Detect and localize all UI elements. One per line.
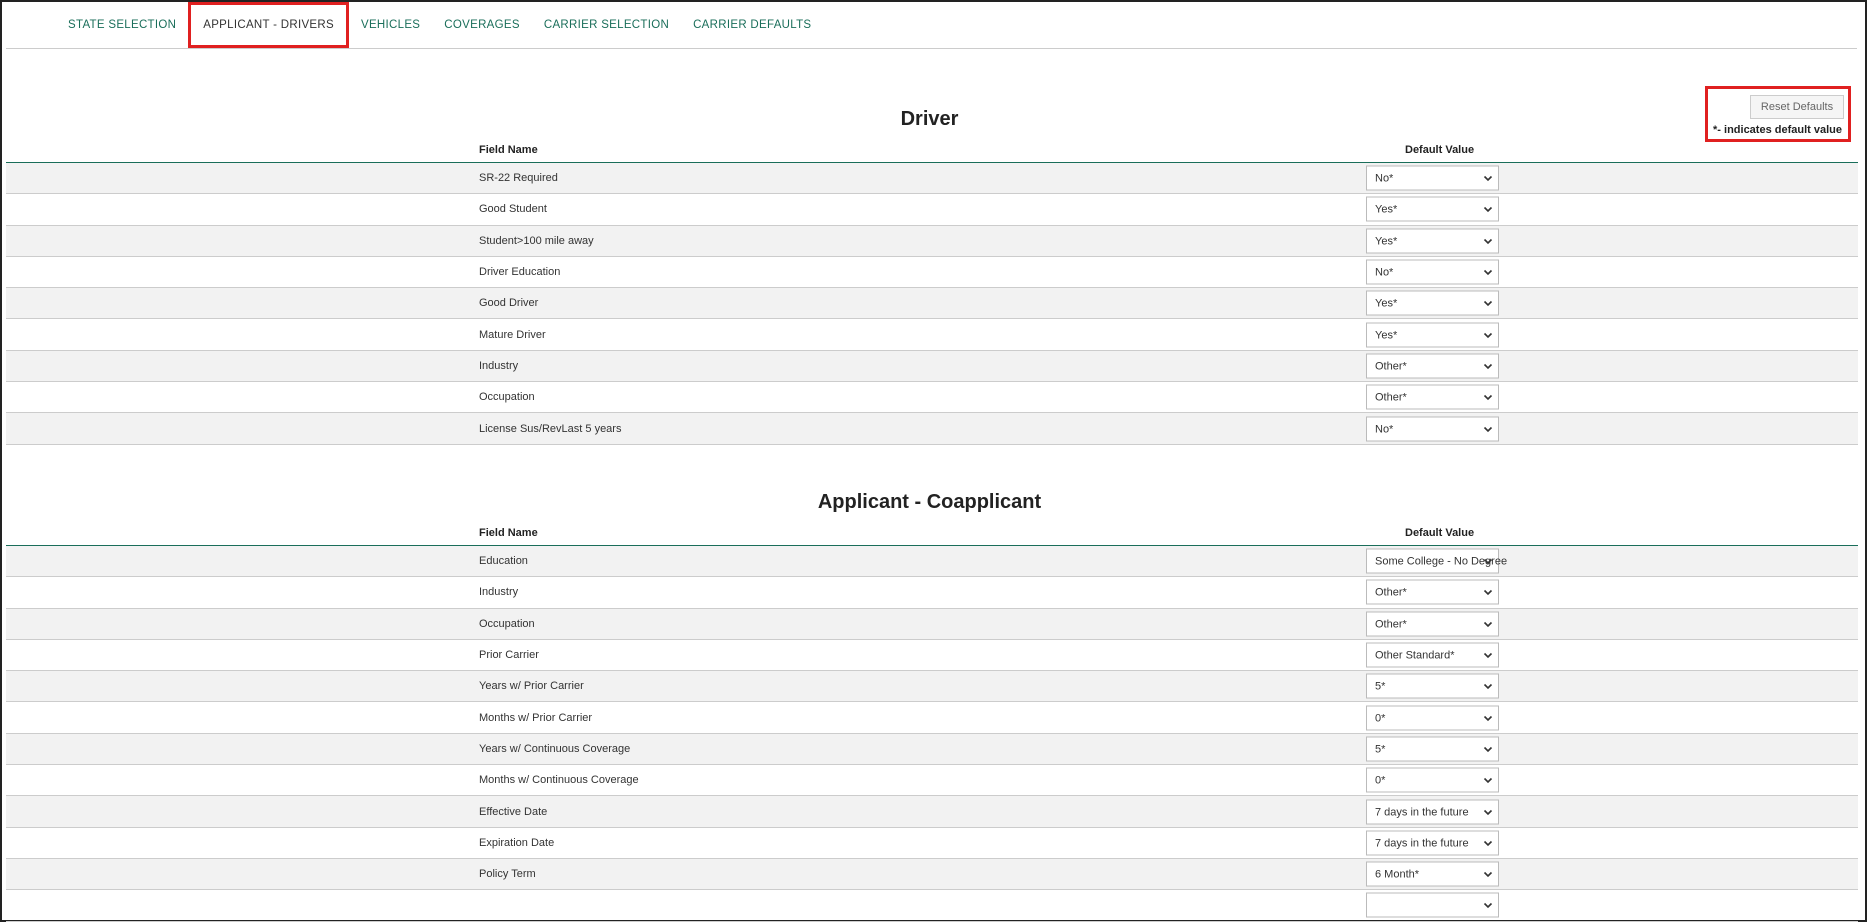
selected-value: No*	[1375, 172, 1394, 185]
tab-carrier-defaults[interactable]: CARRIER DEFAULTS	[693, 19, 812, 31]
tab-bar	[6, 2, 1857, 49]
field-name: Effective Date	[479, 805, 548, 818]
selected-value: Some College - No Degree	[1375, 555, 1508, 568]
selected-value: Other Standard*	[1375, 649, 1455, 662]
selected-value: 5*	[1375, 680, 1386, 693]
field-name: Prior Carrier	[479, 649, 539, 662]
driver-rows	[6, 163, 1858, 445]
chevron-down-icon	[1483, 744, 1493, 754]
applicant-rows	[6, 546, 1858, 922]
selected-value: Yes*	[1375, 329, 1398, 342]
field-name: Occupation	[479, 617, 535, 630]
selected-value: No*	[1375, 423, 1394, 436]
chevron-down-icon	[1483, 268, 1493, 278]
selected-value: 0*	[1375, 774, 1386, 787]
default-value-select[interactable]	[1366, 580, 1499, 605]
default-value-select[interactable]	[1366, 862, 1499, 887]
chevron-down-icon	[1483, 174, 1493, 184]
chevron-down-icon	[1483, 588, 1493, 598]
chevron-down-icon	[1483, 901, 1493, 911]
selected-value: Other*	[1375, 360, 1407, 373]
default-value-select[interactable]	[1366, 385, 1499, 410]
tab-coverages[interactable]: COVERAGES	[444, 19, 520, 31]
table-row	[6, 194, 1858, 225]
default-value-select[interactable]	[1366, 893, 1499, 918]
default-value-select[interactable]	[1366, 260, 1499, 285]
default-value-select[interactable]	[1366, 549, 1508, 574]
selected-value: Other*	[1375, 391, 1407, 404]
selected-value: Yes*	[1375, 297, 1398, 310]
table-row	[6, 577, 1858, 608]
default-value-select[interactable]	[1366, 322, 1499, 347]
chevron-down-icon	[1483, 424, 1493, 434]
default-value-select[interactable]	[1366, 353, 1499, 378]
table-row	[6, 546, 1858, 577]
table-row	[6, 890, 1858, 921]
tab-carrier-selection[interactable]: CARRIER SELECTION	[543, 19, 670, 31]
field-name: Months w/ Continuous Coverage	[479, 774, 639, 787]
table-row	[6, 609, 1858, 640]
selected-value: 0*	[1375, 712, 1386, 725]
applicant-section-title: Applicant - Coapplicant	[817, 491, 1042, 513]
field-name: Good Driver	[479, 297, 539, 310]
table-row	[6, 382, 1858, 413]
field-name: Driver Education	[479, 266, 561, 279]
selected-value: Other*	[1375, 586, 1407, 599]
field-name: Years w/ Continuous Coverage	[479, 742, 631, 755]
chevron-down-icon	[1483, 776, 1493, 786]
table-row	[6, 288, 1858, 319]
default-value-select[interactable]	[1366, 643, 1499, 668]
field-name: Years w/ Prior Carrier	[479, 680, 584, 693]
chevron-down-icon	[1483, 393, 1493, 403]
default-value-select[interactable]	[1366, 416, 1499, 441]
selected-value: Yes*	[1375, 203, 1398, 216]
selected-value: 7 days in the future	[1375, 806, 1469, 819]
chevron-down-icon	[1483, 807, 1493, 817]
table-row	[6, 859, 1858, 890]
table-row	[6, 702, 1858, 733]
tab-vehicles[interactable]: VEHICLES	[360, 19, 421, 31]
field-name: Mature Driver	[479, 328, 546, 341]
chevron-down-icon	[1483, 236, 1493, 246]
table-row	[6, 734, 1858, 765]
chevron-down-icon	[1483, 205, 1493, 215]
field-name: Policy Term	[479, 868, 536, 881]
field-name: Months w/ Prior Carrier	[479, 711, 593, 724]
table-row	[6, 640, 1858, 671]
selected-value: 7 days in the future	[1375, 837, 1469, 850]
tab-state-selection[interactable]: STATE SELECTION	[68, 19, 177, 31]
chevron-down-icon	[1483, 299, 1493, 309]
default-value-select[interactable]	[1366, 736, 1499, 761]
selected-value: 5*	[1375, 743, 1386, 756]
field-name: Occupation	[479, 391, 535, 404]
chevron-down-icon	[1483, 619, 1493, 629]
default-value-header: Default Value	[1405, 527, 1475, 539]
chevron-down-icon	[1483, 870, 1493, 880]
field-name-header: Field Name	[479, 144, 538, 156]
chevron-down-icon	[1483, 361, 1493, 371]
applicant-table-header	[6, 519, 1858, 546]
chevron-down-icon	[1483, 682, 1493, 692]
field-name: Good Student	[479, 203, 547, 216]
chevron-down-icon	[1483, 330, 1493, 340]
field-name: Industry	[479, 359, 519, 372]
default-value-select[interactable]	[1366, 166, 1499, 191]
field-name: License Sus/RevLast 5 years	[479, 422, 622, 435]
default-value-header: Default Value	[1405, 144, 1475, 156]
default-value-select[interactable]	[1366, 799, 1499, 824]
table-row	[6, 226, 1858, 257]
default-value-select[interactable]	[1366, 197, 1499, 222]
table-row	[6, 671, 1858, 702]
reset-defaults-button[interactable]: Reset Defaults	[1750, 95, 1844, 119]
table-row	[6, 796, 1858, 827]
selected-value: No*	[1375, 266, 1394, 279]
field-name: Expiration Date	[479, 836, 555, 849]
default-value-select[interactable]	[1366, 705, 1499, 730]
driver-section	[6, 108, 1858, 445]
selected-value: 6 Month*	[1375, 868, 1420, 881]
field-name: Industry	[479, 586, 519, 599]
default-value-note: *- indicates default value	[1713, 124, 1842, 136]
table-row	[6, 351, 1858, 382]
table-row	[6, 319, 1858, 350]
chevron-down-icon	[1483, 838, 1493, 848]
table-row	[6, 765, 1858, 796]
default-value-select[interactable]	[1366, 611, 1499, 636]
default-value-select[interactable]	[1366, 768, 1499, 793]
field-name: SR-22 Required	[479, 172, 558, 185]
table-row	[6, 413, 1858, 444]
table-row	[6, 828, 1858, 859]
table-row	[6, 163, 1858, 194]
default-value-select[interactable]	[1366, 291, 1499, 316]
field-name: Student>100 mile away	[479, 234, 594, 247]
selected-value: Other*	[1375, 618, 1407, 631]
field-name: Education	[479, 555, 528, 568]
default-value-select[interactable]	[1366, 674, 1499, 699]
chevron-down-icon	[1483, 557, 1493, 567]
chevron-down-icon	[1483, 713, 1493, 723]
selected-value: Yes*	[1375, 235, 1398, 248]
table-row	[6, 257, 1858, 288]
default-value-select[interactable]	[1366, 228, 1499, 253]
driver-table-header	[6, 136, 1858, 163]
applicant-section	[6, 491, 1858, 922]
tab-applicant-drivers[interactable]: APPLICANT - DRIVERS	[188, 2, 349, 48]
chevron-down-icon	[1483, 651, 1493, 661]
driver-section-title: Driver	[900, 108, 959, 130]
field-name-header: Field Name	[479, 527, 538, 539]
default-value-select[interactable]	[1366, 830, 1499, 855]
